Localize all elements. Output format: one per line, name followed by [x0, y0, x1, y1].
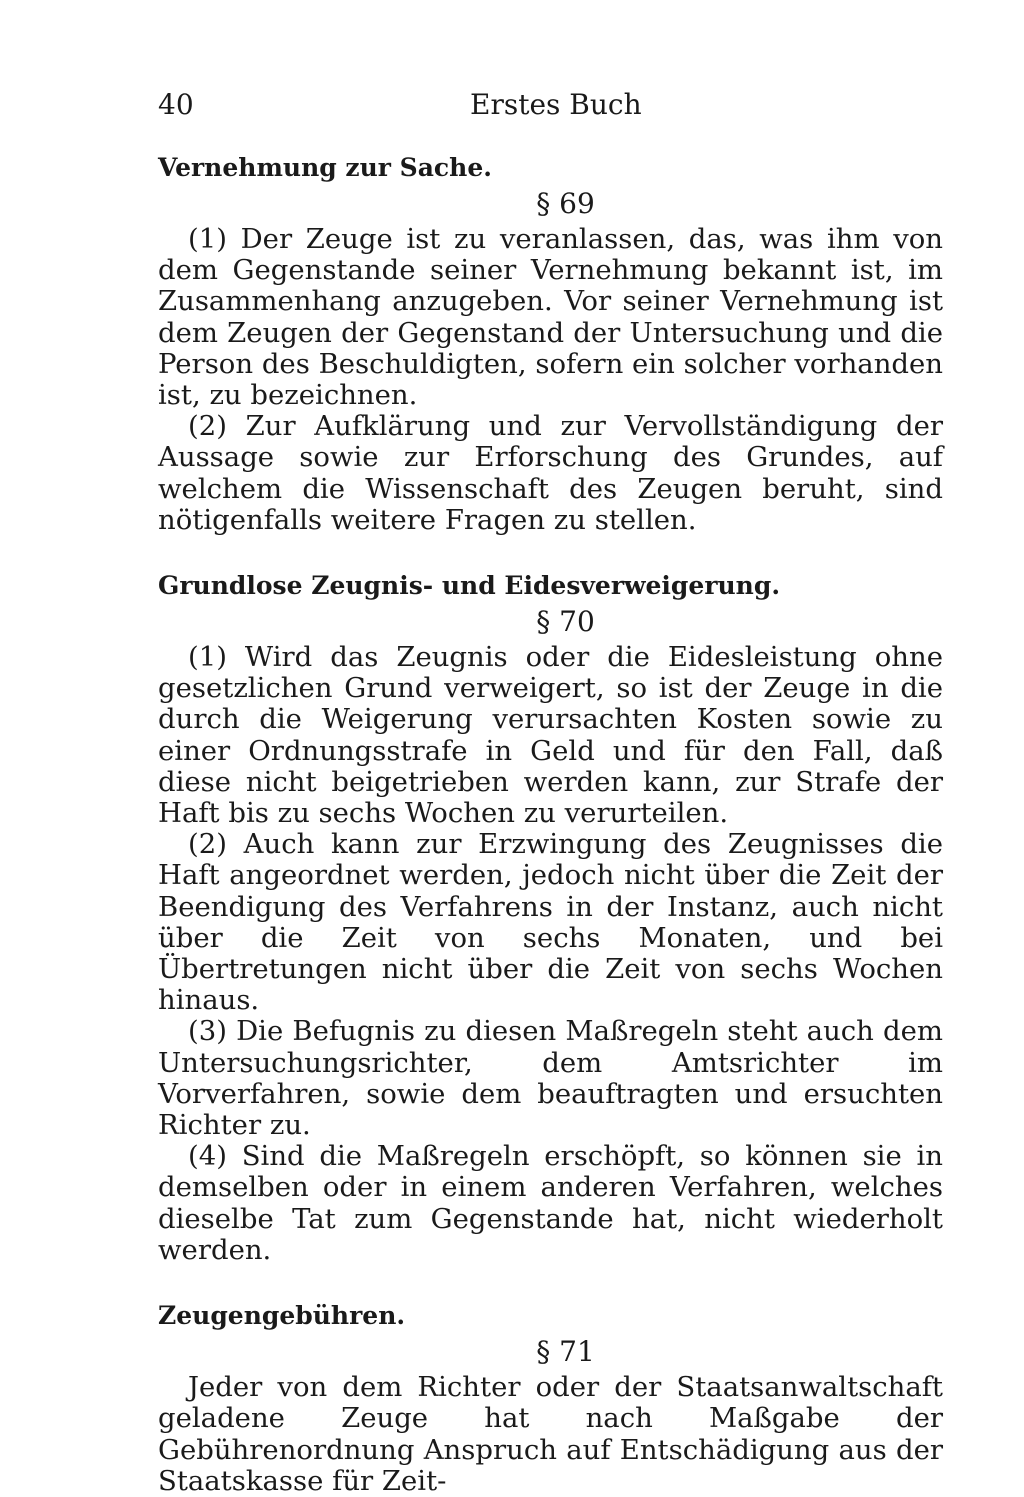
section-71: [158, 1298, 943, 1497]
paragraph-number: § 70: [536, 605, 595, 639]
page-body: [158, 150, 943, 1497]
section-heading: Vernehmung zur Sache.: [158, 153, 492, 182]
paragraph-text: (2) Zur Aufklärung und zur Vervollständigung der Aussage sowie zur Erforschung des Grundes, auf welchem die Wissenschaft des Zeugen beruht, sind nötigenfalls weitere Fragen zu stellen.: [158, 410, 943, 536]
section-70: [158, 568, 943, 1266]
paragraph-text: (1) Wird das Zeugnis oder die Eidesleistung ohne gesetzlichen Grund verweigert, so ist der Zeuge in die durch die Weigerung verursachten Kosten sowie zu einer Ordnungsstrafe in Geld und für den Fall, daß diese nicht beigetrieben werden kann, zur Strafe der Haft bis zu sechs Wochen zu verurteilen.: [158, 641, 943, 830]
section-heading: Zeugengebühren.: [158, 1301, 406, 1331]
paragraph-text: (4) Sind die Maßregeln erschöpft, so können sie in demselben oder in einem anderen Verfahren, welches dieselbe Tat zum Gegenstande hat, nicht wiederholt werden.: [158, 1140, 943, 1266]
section-69: [158, 150, 943, 536]
running-head: Erstes Buch: [470, 88, 642, 121]
page-number: 40: [158, 88, 194, 121]
paragraph-number: § 69: [536, 187, 595, 220]
paragraph-number: § 71: [536, 1335, 595, 1369]
paragraph-text: (1) Der Zeuge ist zu veranlassen, das, was ihm von dem Gegenstande seiner Vernehmung bekannt ist, im Zusammenhang anzugeben. Vor seiner Vernehmung ist dem Zeugen der Gegenstand der Untersuchung und die Person des Beschuldigten, sofern ein solcher vorhanden ist, zu bezeichnen.: [158, 223, 943, 412]
paragraph-text: Jeder von dem Richter oder der Staatsanwaltschaft geladene Zeuge hat nach Maßgabe der Gebührenordnung Anspruch auf Entschädigung aus der Staatskasse für Zeit-: [158, 1371, 943, 1497]
paragraph-text: (3) Die Befugnis zu diesen Maßregeln steht auch dem Untersuchungsrichter, dem Amtsrichter im Vorverfahren, sowie dem beauftragten und ersuchten Richter zu.: [158, 1015, 943, 1142]
page-header: [158, 88, 943, 128]
section-heading: Grundlose Zeugnis- und Eidesverweigerung.: [158, 571, 781, 601]
paragraph-text: (2) Auch kann zur Erzwingung des Zeugnisses die Haft angeordnet werden, jedoch nicht über die Zeit der Beendigung des Verfahrens in der Instanz, auch nicht über die Zeit von sechs Monaten, und bei Übertretungen nicht über die Zeit von sechs Wochen hinaus.: [158, 828, 943, 1017]
